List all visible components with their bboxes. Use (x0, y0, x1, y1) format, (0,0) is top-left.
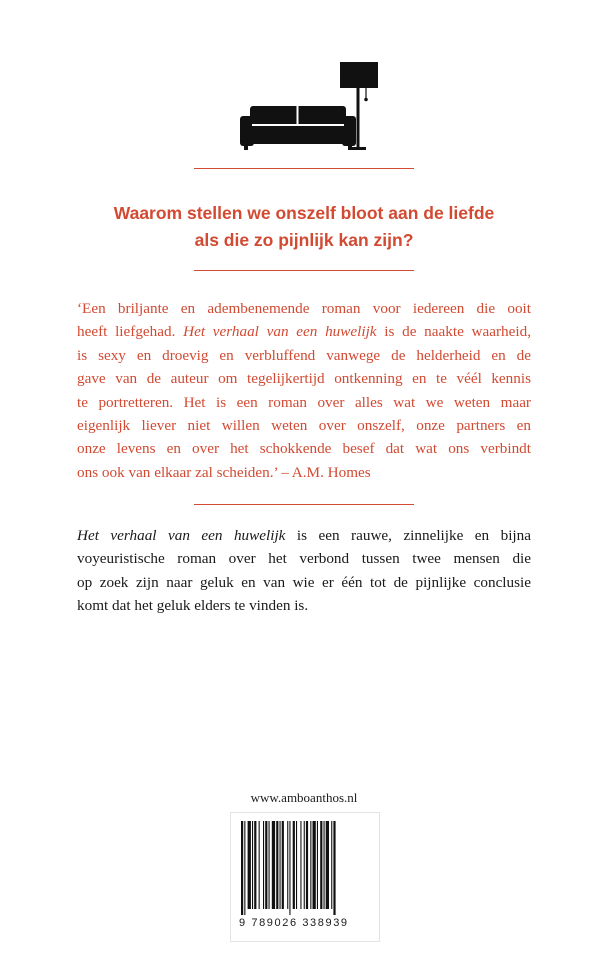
description-line: voyeuristische roman over het verbond tussen twee mensen die (77, 550, 531, 568)
quote-line-attribution: ons ook van elkaar zal scheiden.’ – A.M. Homes (77, 463, 371, 481)
description-line: Het verhaal van een huwelijk is een rauwe, zinnelijke en bijna (77, 527, 531, 544)
barcode-bar (280, 821, 281, 909)
barcode-bar (333, 821, 335, 915)
book-title-italic: Het verhaal van een huwelijk (77, 527, 286, 544)
barcode-bar (252, 821, 253, 909)
barcode-bar (296, 821, 297, 909)
quote-line: eigenlijk liever niet willen weten over onszelf, onze partners en (77, 417, 531, 435)
sofa-seat (250, 126, 346, 144)
barcode-bar (248, 821, 251, 909)
divider-top (194, 168, 414, 169)
barcode-bar (282, 821, 284, 909)
quote-line: heeft liefgehad. Het verhaal van een huwelijk is de naakte waarheid, (77, 323, 531, 341)
book-description (77, 524, 531, 618)
quote-line: gave van de auteur om tegelijkertijd ontkenning en te véél kennis (77, 370, 531, 388)
quote-line: ‘Een briljante en adembenemende roman voor iedereen die ooit (77, 300, 531, 317)
barcode-bar (276, 821, 278, 909)
barcode-bar (313, 821, 316, 909)
barcode-bar (324, 821, 325, 909)
barcode-bar (304, 821, 305, 909)
barcode-bar (293, 821, 295, 909)
barcode-bar (244, 821, 245, 915)
barcode-bar (269, 821, 270, 909)
tagline-question (40, 200, 568, 254)
sofa-icon (230, 58, 390, 158)
barcode-bar (287, 821, 288, 909)
isbn-number: 9 789026 338939 (239, 917, 349, 929)
barcode-bar (289, 821, 290, 915)
isbn-barcode (230, 812, 380, 942)
quote-line: onze levens en over het schokkende besef dat wat ons verbindt (77, 440, 531, 458)
barcode-bar (272, 821, 275, 909)
description-line: komt dat het geluk elders te vinden is. (77, 597, 309, 615)
divider-bottom (194, 504, 414, 505)
barcode-bar (320, 821, 322, 909)
sofa-lamp-illustration (230, 58, 390, 158)
barcode-bar (241, 821, 243, 915)
quote-line: is sexy en droevig en verbluffend vanwege de helderheid en de (77, 346, 531, 364)
barcode-bar (331, 821, 332, 909)
publisher-website: www.amboanthos.nl (250, 790, 358, 805)
barcode-bar (263, 821, 264, 909)
divider-middle (194, 270, 414, 271)
lamp-pole (357, 88, 360, 148)
barcode-bar (326, 821, 329, 909)
barcode-bar (259, 821, 260, 909)
lamp-base (350, 147, 366, 150)
lamp-shade (340, 62, 378, 88)
barcode-bar (300, 821, 301, 909)
quote-line: te portretteren. Het is een roman over alles wat we weten maar (77, 393, 531, 411)
barcode-bar (254, 821, 256, 909)
tagline-line-2: als die zo pijnlijk kan zijn? (194, 230, 414, 250)
tagline-line-1: Waarom stellen we onszelf bloot aan de liefde (113, 203, 495, 223)
description-line: op zoek zijn naar geluk en van wie er één tot de pijnlijke conclusie (77, 573, 531, 591)
review-quote (77, 297, 531, 484)
barcode-bar (265, 821, 267, 909)
barcode-icon (239, 821, 371, 915)
barcode-bar (306, 821, 308, 909)
book-title-italic: Het verhaal van een huwelijk (183, 323, 377, 341)
barcode-bar (310, 821, 311, 909)
barcode-bar (317, 821, 318, 909)
